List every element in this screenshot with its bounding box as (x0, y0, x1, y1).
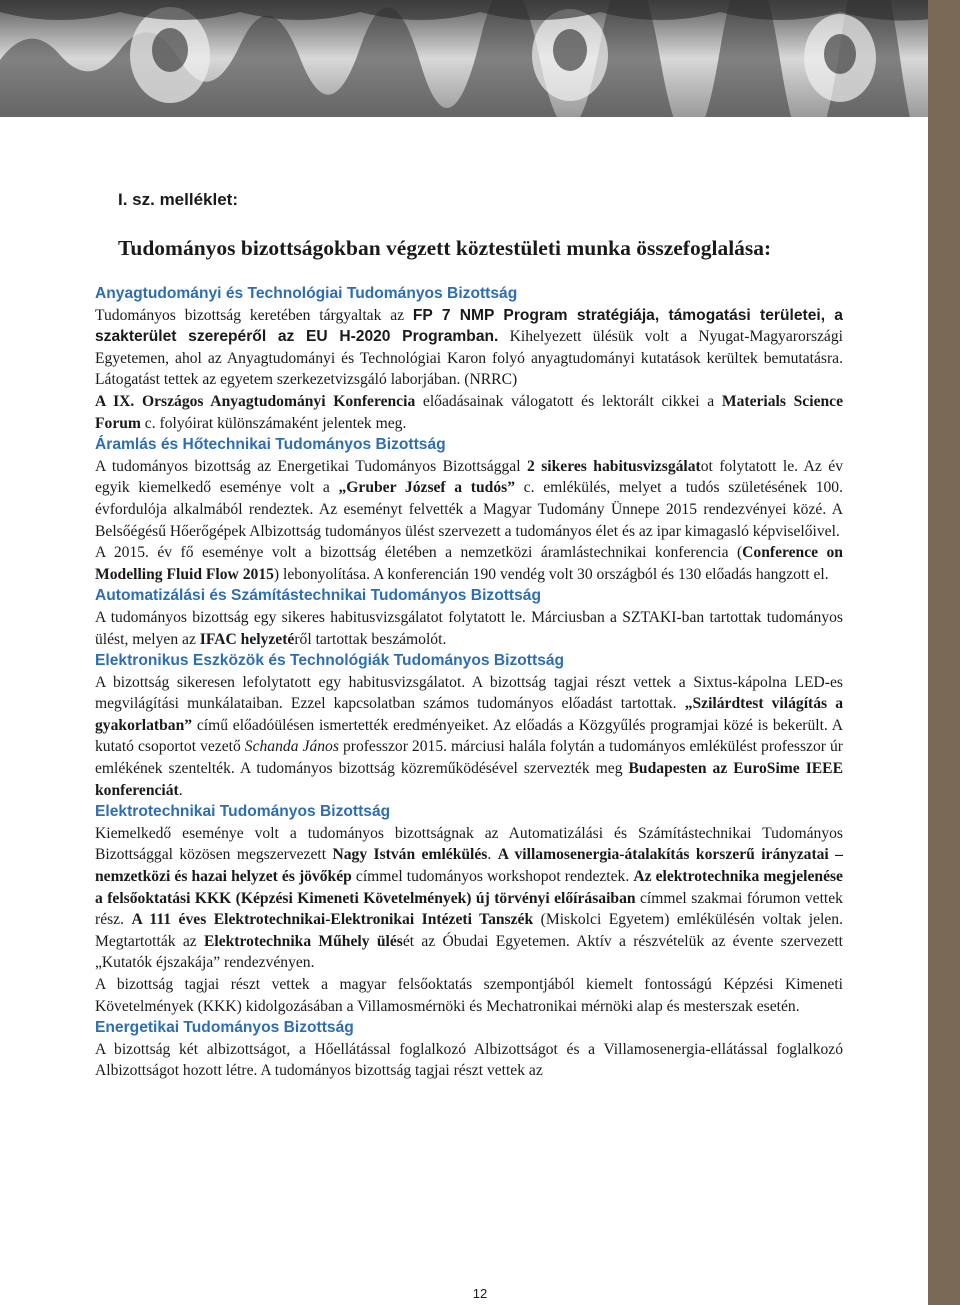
section-paragraph: A bizottság két albizottságot, a Hőellátással foglalkozó Albizottságot és a Villamosenergia-ellátással foglalkozó Albizottságot hozott létre. A tudományos bizottság tagjai részt vettek az (95, 1040, 843, 1080)
page-title: Tudományos bizottságokban végzett köztestületi munka összefoglalása: (118, 236, 772, 260)
section-heading-aramlas: Áramlás és Hőtechnikai Tudományos Bizottság (95, 436, 446, 454)
bold-text: A 111 éves Elektrotechnikai-Elektronikai Intézeti Tanszék (131, 911, 534, 929)
document-body (95, 283, 843, 1082)
text-run: . (178, 781, 183, 799)
text-run: ről tartottak beszámolót. (294, 630, 447, 648)
text-run: ét az Óbudai Egyetemen. Aktív a részvételük az évente szervezett „Kutatók éjszakája” rendezvényen. (95, 932, 843, 972)
text-run: c. emlékülés, melyet a tudós születésének 100. évfordulója alkalmából rendeztek. Az eseményt felvették a Magyar Tudomány Ünnepe 2015 rendezvényei közé. A Belsőégésű Hőerőgépek Albizottság tudományos ülést szervezett a tudományos élet és az ipar kimagasló képviselőivel. (95, 479, 843, 540)
bold-text: Conference on Modelling Fluid Flow 2015 (95, 544, 843, 583)
section-paragraph (95, 672, 843, 802)
ornament-relief-image (0, 0, 960, 117)
annex-label: I. sz. melléklet: (118, 190, 238, 209)
bold-text: Budapesten az EuroSime IEEE konferenciát (95, 760, 843, 799)
bold-text: FP 7 NMP Program stratégiája, támogatási területei, a szakterület szerepéről az EU H-2020 Programban. (95, 306, 843, 346)
bold-text: Materials Science Forum (95, 392, 843, 432)
section-heading-elektrotechnikai: Elektrotechnikai Tudományos Bizottság (95, 803, 391, 821)
section-paragraph (95, 823, 843, 974)
section-paragraph: A bizottság tagjai részt vettek a magyar felsőoktatás szempontjából kiemelt fontosságú Képzési Kimeneti Követelmények (KKK) kidolgozásában a Villamosmérnöki és Mechatronikai mérnöki alap és mesterszak esetén. (95, 976, 843, 1015)
section-paragraph (95, 391, 843, 434)
text-run: A 2015. év fő eseménye volt a bizottság életében a nemzetközi áramlástechnikai konferencia ( (95, 544, 743, 562)
bold-text: „Gruber József a tudós” (338, 479, 515, 497)
bold-text: Nagy István emlékülés (332, 846, 488, 864)
text-run: A tudományos bizottság az Energetikai Tudományos Bizottsággal (95, 457, 527, 475)
text-run: címmel tudományos workshopot rendeztek. (351, 868, 634, 886)
section-paragraph (95, 607, 843, 650)
text-run: (Miskolci Egyetem) emlékülésén voltak jelen. Megtartották az (95, 911, 843, 950)
italic-text: Schanda János (244, 738, 339, 756)
section-paragraph (95, 305, 843, 391)
section-heading-automatizalasi: Automatizálási és Számítástechnikai Tudományos Bizottság (95, 587, 541, 605)
section-paragraph (95, 542, 843, 585)
text-run: professzor 2015. márciusi halála folytán a tudományos emlékülést professzor úr emlékének szentelték. A tudományos bizottság közreműködésével szervezték meg (95, 738, 843, 778)
bold-text: 2 sikeres habitusvizsgálat (527, 457, 701, 475)
text-run: előadásainak válogatott és lektorált cikkei a (415, 392, 722, 410)
section-heading-energetikai: Energetikai Tudományos Bizottság (95, 1019, 354, 1037)
text-run: . (487, 846, 498, 864)
right-color-bar (928, 0, 960, 1305)
bold-text: „Szilárdtest világítás a gyakorlatban” (95, 695, 843, 734)
section-paragraph (95, 456, 843, 542)
text-run: címmel szakmai fórumon vettek rész. (95, 889, 843, 929)
decorative-banner (0, 0, 960, 117)
section-heading-elektronikus: Elektronikus Eszközök és Technológiák Tudományos Bizottság (95, 652, 565, 670)
text-run: ot folytatott le. Az év egyik kiemelkedő eseménye volt a (95, 457, 843, 497)
text-run: című előadóülésen ismertették eredményeiket. Az előadás a Közgyűlés programjai közé is bekerült. A kutató csoportot vezető (95, 716, 843, 756)
section-heading-anyagtudomanyi: Anyagtudományi és Technológiai Tudományos Bizottság (95, 285, 518, 302)
page-number: 12 (472, 1286, 488, 1301)
text-run: Kihelyezett ülésük volt a Nyugat-Magyarországi Egyetemen, ahol az Anyagtudományi és Technológiai Karon folyó anyagtudományi kutatások kerültek bemutatásra. Látogatást tettek az egyetem szerkezetvizsgáló laborjában. (NRRC) (95, 328, 843, 389)
text-run: ) lebonyolítása. A konferencián 190 vendég volt 30 országból és 130 előadás hangzott el. (273, 565, 829, 583)
bold-text: Az elektrotechnika megjelenése a felsőoktatási KKK (Képzési Kimeneti Követelmények) új törvényi előírásaiban (95, 868, 843, 907)
text-run: Tudományos bizottság keretében tárgyaltak az (95, 306, 413, 324)
bold-text: Elektrotechnika Műhely ülés (203, 932, 403, 950)
bold-text: IFAC helyzeté (199, 630, 295, 648)
text-run: A tudományos bizottság egy sikeres habitusvizsgálatot folytatott le. Márciusban a SZTAKI-ban tartottak tudományos ülést, melyen az (95, 608, 843, 648)
text-run: A bizottság sikeresen lefolytatott egy habitusvizsgálatot. A bizottság tagjai részt vettek a Sixtus-kápolna LED-es megvilágítási munkálataiban. Ezzel kapcsolatban számos tudományos előadást tartottak. (95, 673, 843, 713)
text-run: c. folyóirat különszámaként jelentek meg. (140, 414, 407, 432)
bold-text: A IX. Országos Anyagtudományi Konferencia (95, 392, 416, 410)
bold-text: A villamosenergia-átalakítás korszerű irányzatai – nemzetközi és hazai helyzet és jövőkép (95, 846, 843, 886)
text-run: Kiemelkedő eseménye volt a tudományos bizottságnak az Automatizálási és Számítástechnikai Tudományos Bizottsággal közösen megszervezett (95, 824, 843, 864)
